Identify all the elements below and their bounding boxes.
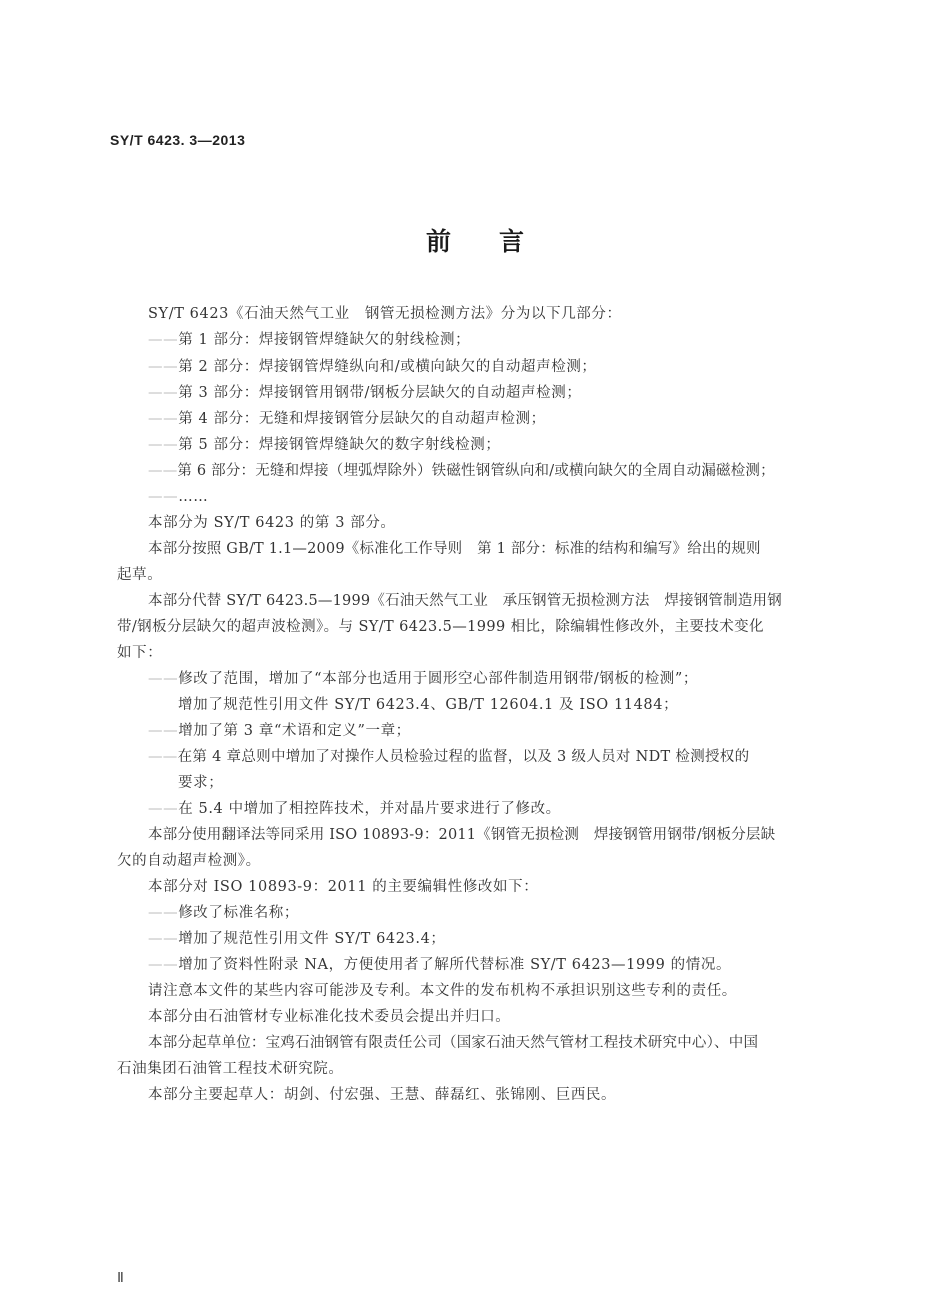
edit-item-2: ——增加了规范性引用文件 SY/T 6423.4； xyxy=(148,931,446,947)
paragraph-4-line-2: 欠的自动超声检测》。 xyxy=(117,853,261,869)
title-char-2: 言 xyxy=(499,227,525,256)
part-item-3: ——第 3 部分：焊接钢管用钢带/钢板分层缺欠的自动超声检测； xyxy=(148,385,582,401)
part-item-6: ——第 6 部分：无缝和焊接（埋弧焊除外）铁磁性钢管纵向和/或横向缺欠的全周自动漏磁检测； xyxy=(148,463,775,479)
dash-mark: —— xyxy=(148,332,179,348)
dash-mark: —— xyxy=(148,437,179,453)
dash-mark: —— xyxy=(148,931,179,947)
change-item-1: ——修改了范围，增加了“本部分也适用于圆形空心部件制造用钢带/钢板的检测”； xyxy=(148,671,699,687)
paragraph-8-line-2: 石油集团石油管工程技术研究院。 xyxy=(117,1061,344,1077)
dash-mark: —— xyxy=(148,385,179,401)
title-char-1: 前 xyxy=(425,227,451,256)
part-item-1: ——第 1 部分：焊接钢管焊缝缺欠的射线检测； xyxy=(148,332,471,348)
page-title xyxy=(0,222,950,258)
paragraph-8-line-1: 本部分起草单位：宝鸡石油钢管有限责任公司（国家石油天然气管材工程技术研究中心）、中国 xyxy=(148,1035,759,1051)
change-item-1-sub: 增加了规范性引用文件 SY/T 6423.4、GB/T 12604.1 及 ISO 11484； xyxy=(178,697,679,713)
paragraph-6: 请注意本文件的某些内容可能涉及专利。本文件的发布机构不承担识别这些专利的责任。 xyxy=(148,983,737,999)
paragraph-5: 本部分对 ISO 10893-9：2011 的主要编辑性修改如下： xyxy=(148,879,539,895)
edit-item-3: ——增加了资料性附录 NA，方便使用者了解所代替标准 SY/T 6423—1999 的情况。 xyxy=(148,957,732,973)
dash-mark: —— xyxy=(148,723,179,739)
dash-mark: —— xyxy=(148,801,179,817)
paragraph-3-line-3: 如下： xyxy=(117,645,163,661)
standard-code: SY/T 6423. 3—2013 xyxy=(110,132,246,148)
dash-mark: —— xyxy=(148,905,179,921)
paragraph-9: 本部分主要起草人：胡剑、付宏强、王慧、薛磊红、张锦刚、巨西民。 xyxy=(148,1087,617,1103)
paragraph-2-line-1: 本部分按照 GB/T 1.1—2009《标准化工作导则 第 1 部分：标准的结构和编写》给出的规则 xyxy=(148,541,761,557)
dash-mark: —— xyxy=(148,411,179,427)
parts-intro: SY/T 6423《石油天然气工业 钢管无损检测方法》分为以下几部分： xyxy=(148,306,622,322)
change-item-3: ——在第 4 章总则中增加了对操作人员检验过程的监督，以及 3 级人员对 NDT 检测授权的 xyxy=(148,749,750,765)
paragraph-1: 本部分为 SY/T 6423 的第 3 部分。 xyxy=(148,515,396,531)
part-item-more: ——…… xyxy=(148,489,209,505)
dash-mark: —— xyxy=(148,463,178,479)
change-item-3-cont: 要求； xyxy=(178,775,224,791)
edit-item-1: ——修改了标准名称； xyxy=(148,905,300,921)
paragraph-7: 本部分由石油管材专业标准化技术委员会提出并归口。 xyxy=(148,1009,511,1025)
part-item-2: ——第 2 部分：焊接钢管焊缝纵向和/或横向缺欠的自动超声检测； xyxy=(148,359,597,375)
dash-mark: —— xyxy=(148,489,179,505)
page-number: Ⅱ xyxy=(117,1271,124,1286)
paragraph-3-line-1: 本部分代替 SY/T 6423.5—1999《石油天然气工业 承压钢管无损检测方法 焊接钢管制造用钢 xyxy=(148,593,782,609)
dash-mark: —— xyxy=(148,359,179,375)
change-item-2: ——增加了第 3 章“术语和定义”一章； xyxy=(148,723,411,739)
paragraph-4-line-1: 本部分使用翻译法等同采用 ISO 10893-9：2011《钢管无损检测 焊接钢管用钢带/钢板分层缺 xyxy=(148,827,776,843)
paragraph-2-line-2: 起草。 xyxy=(117,567,163,583)
dash-mark: —— xyxy=(148,671,179,687)
paragraph-3-line-2: 带/钢板分层缺欠的超声波检测》。与 SY/T 6423.5—1999 相比，除编辑性修改外，主要技术变化 xyxy=(117,619,764,635)
dash-mark: —— xyxy=(148,749,178,765)
part-item-4: ——第 4 部分：无缝和焊接钢管分层缺欠的自动超声检测； xyxy=(148,411,546,427)
part-item-5: ——第 5 部分：焊接钢管焊缝缺欠的数字射线检测； xyxy=(148,437,501,453)
change-item-4: ——在 5.4 中增加了相控阵技术，并对晶片要求进行了修改。 xyxy=(148,801,561,817)
dash-mark: —— xyxy=(148,957,179,973)
